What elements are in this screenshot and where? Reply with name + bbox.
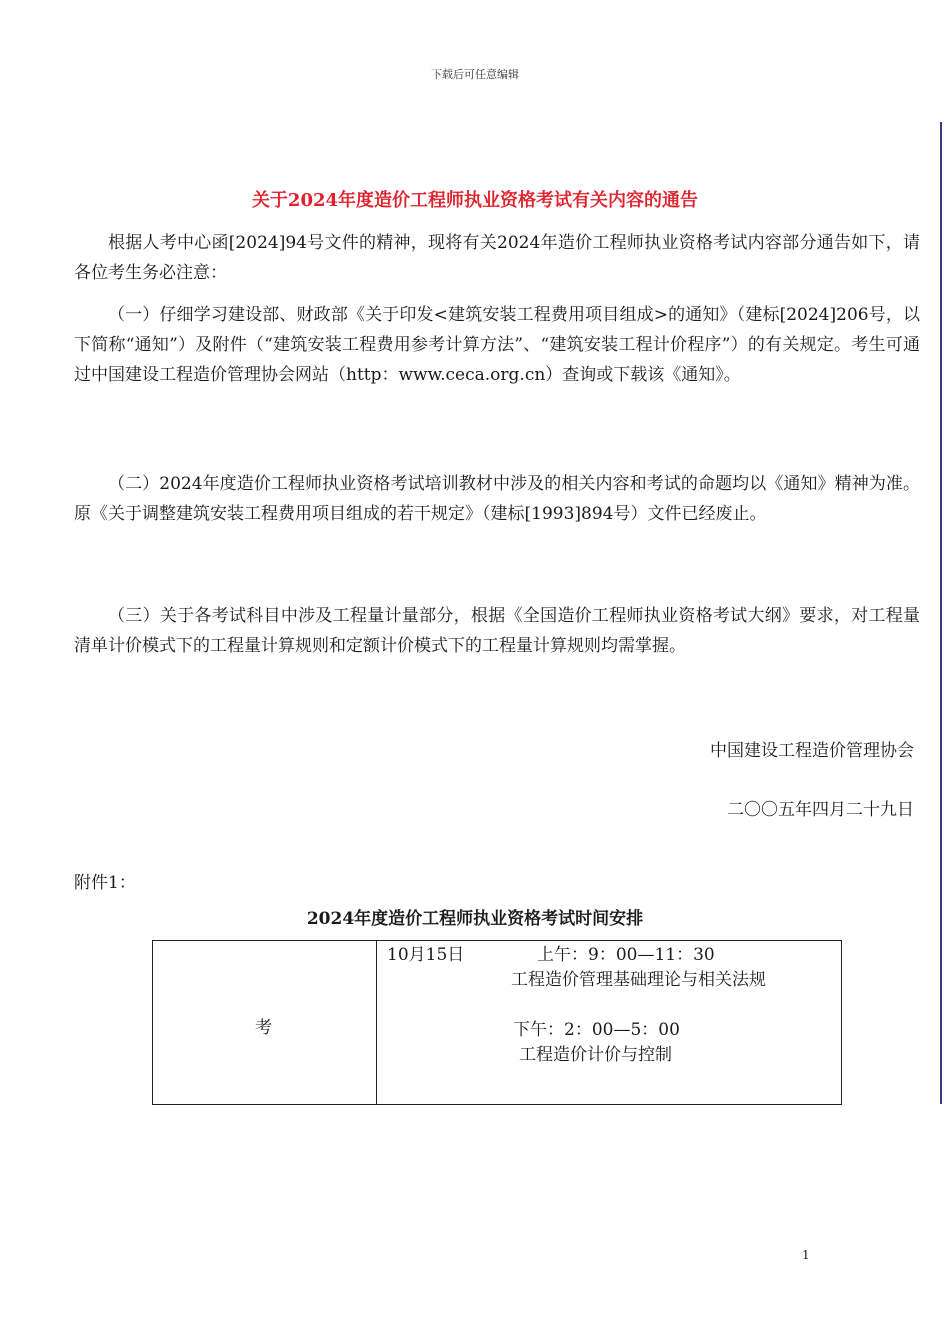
schedule-left-label: 考	[255, 1018, 272, 1038]
schedule-table-title: 2024年度造价工程师执业资格考试时间安排	[306, 909, 644, 929]
paragraph-item-3: （三）关于各考试科目中涉及工程量计量部分，根据《全国造价工程师执业资格考试大纲》要求，对工程量清单计价模式下的工程量计算规则和定额计价模式下的工程量计算规则均需掌握。	[74, 606, 920, 656]
page-number: 1	[802, 1248, 810, 1262]
afternoon-time: 下午：2：00—5：00	[513, 1020, 680, 1040]
schedule-table	[152, 940, 842, 1105]
header-note: 下载后可任意编辑	[431, 68, 519, 81]
document-title: 关于2024年度造价工程师执业资格考试有关内容的通告	[251, 190, 699, 211]
morning-subject: 工程造价管理基础理论与相关法规	[511, 970, 766, 990]
schedule-left-cell	[153, 941, 377, 1104]
paragraph-item-2: （二）2024年度造价工程师执业资格考试培训教材中涉及的相关内容和考试的命题均以《通知》精神为准。原《关于调整建筑安装工程费用项目组成的若干规定》（建标[1993]894号）文件已经废止。	[74, 474, 920, 524]
afternoon-subject: 工程造价计价与控制	[519, 1045, 672, 1065]
morning-time: 上午：9：00—11：30	[537, 945, 715, 965]
page-edge-rule	[940, 122, 942, 1104]
paragraph-intro: 根据人考中心函[2024]94号文件的精神，现将有关2024年造价工程师执业资格考试内容部分通告如下，请各位考生务必注意：	[74, 233, 920, 283]
paragraph-item-1: （一）仔细学习建设部、财政部《关于印发<建筑安装工程费用项目组成>的通知》（建标[2024]206号，以下简称“通知”）及附件（“建筑安装工程费用参考计算方法”、“建筑安装工程计价程序”）的有关规定。考生可通过中国建设工程造价管理协会网站（http：www.ceca.org.cn）查询或下载该《通知》。	[74, 305, 920, 385]
schedule-right-cell	[377, 941, 841, 1104]
signature-org: 中国建设工程造价管理协会	[710, 741, 914, 761]
attachment-label: 附件1：	[74, 873, 136, 893]
exam-date: 10月15日	[387, 945, 465, 965]
signature-date: 二〇〇五年四月二十九日	[727, 800, 914, 820]
